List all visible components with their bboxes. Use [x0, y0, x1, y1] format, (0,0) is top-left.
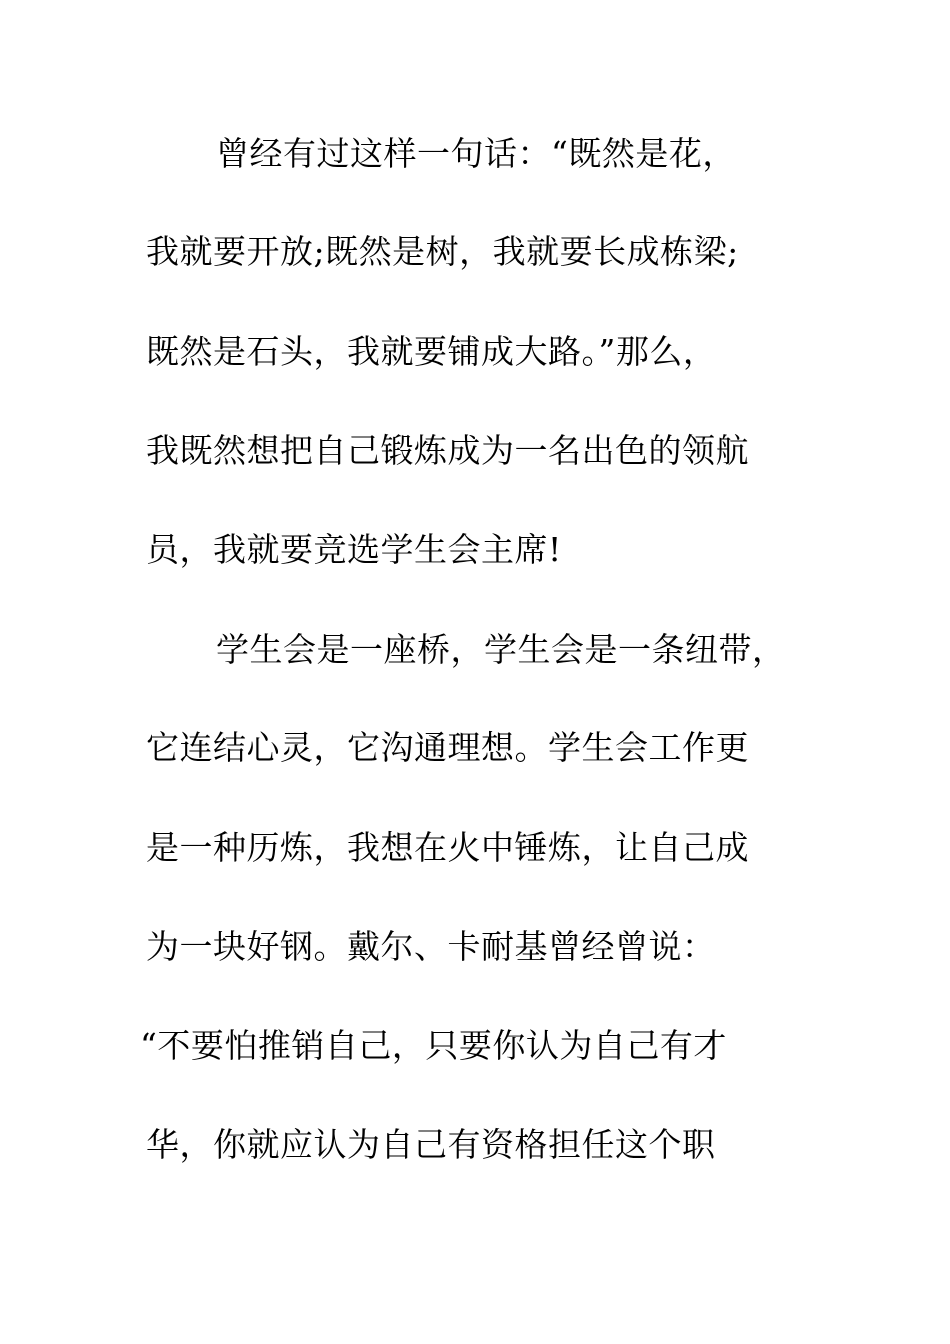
paragraph-1-line-3: 既然是石头，我就要铺成大路。”那么，	[146, 332, 717, 371]
paragraph-1-line-2: 我就要开放;既然是树，我就要长成栋梁;	[146, 232, 739, 271]
paragraph-2-line-4: 为一块好钢。戴尔、卡耐基曾经曾说：	[146, 927, 716, 966]
paragraph-2-line-6: 华，你就应认为自己有资格担任这个职	[146, 1125, 716, 1164]
paragraph-2-line-5: “不要怕推销自己，只要你认为自己有才	[140, 1026, 727, 1065]
paragraph-1-line-5: 员，我就要竞选学生会主席!	[146, 530, 562, 569]
paragraph-2-line-1: 学生会是一座桥，学生会是一条纽带，	[216, 630, 786, 669]
paragraph-2-line-3: 是一种历炼，我想在火中锤炼，让自己成	[146, 828, 749, 867]
paragraph-1-line-4: 我既然想把自己锻炼成为一名出色的领航	[146, 431, 749, 470]
paragraph-2-line-2: 它连结心灵，它沟通理想。学生会工作更	[146, 728, 749, 767]
paragraph-1-line-1: 曾经有过这样一句话：“既然是花，	[216, 134, 736, 173]
